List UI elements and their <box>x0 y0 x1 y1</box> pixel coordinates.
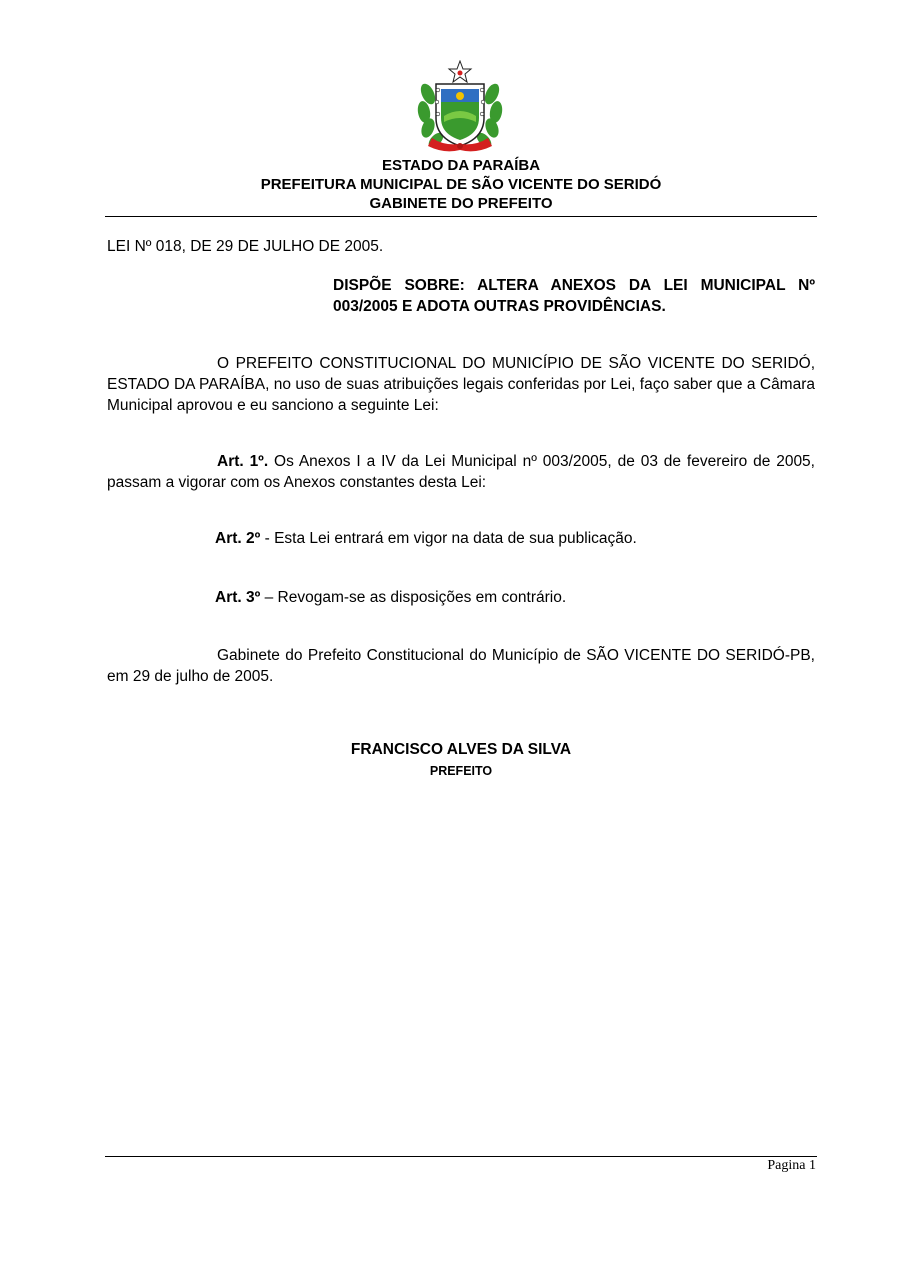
article-2-label: Art. 2º <box>215 530 261 547</box>
header-state: ESTADO DA PARAÍBA <box>381 157 541 174</box>
closing-paragraph: Gabinete do Prefeito Constitucional do Município de SÃO VICENTE DO SERIDÓ-PB, em 29 de julho de 2005. <box>107 647 815 685</box>
footer-divider <box>105 1156 817 1157</box>
page-number: Pagina 1 <box>767 1158 816 1173</box>
signatory-name: FRANCISCO ALVES DA SILVA <box>350 741 572 758</box>
article-3 <box>215 587 566 608</box>
article-3-label: Art. 3º <box>215 589 261 606</box>
article-2 <box>215 528 637 549</box>
article-1-text: Os Anexos I a IV da Lei Municipal nº 003/2005, de 03 de fevereiro de 2005, passam a vigorar com os Anexos constantes desta Lei: <box>107 453 815 491</box>
law-preamble: O PREFEITO CONSTITUCIONAL DO MUNICÍPIO DE SÃO VICENTE DO SERIDÓ, ESTADO DA PARAÍBA, no uso de suas atribuições legais conferidas por Lei, faço saber que a Câmara Municipal aprovou e eu sanciono a seguinte Lei: <box>107 355 815 414</box>
article-1-label: Art. 1º. <box>217 453 269 470</box>
article-1 <box>107 451 815 493</box>
document-header <box>105 156 817 213</box>
law-title: LEI Nº 018, DE 29 DE JULHO DE 2005. <box>107 238 384 255</box>
law-ementa: DISPÕE SOBRE: ALTERA ANEXOS DA LEI MUNICIPAL Nº 003/2005 E ADOTA OUTRAS PROVIDÊNCIAS. <box>333 277 815 315</box>
header-office: GABINETE DO PREFEITO <box>369 195 553 212</box>
header-municipality: PREFEITURA MUNICIPAL DE SÃO VICENTE DO SERIDÓ <box>260 176 662 193</box>
municipal-coat-of-arms <box>414 60 506 156</box>
article-3-text: – Revogam-se as disposições em contrário. <box>260 589 567 606</box>
signatory-role: PREFEITO <box>429 764 493 778</box>
article-2-text: - Esta Lei entrará em vigor na data de sua publicação. <box>260 530 637 547</box>
header-divider <box>105 216 817 217</box>
